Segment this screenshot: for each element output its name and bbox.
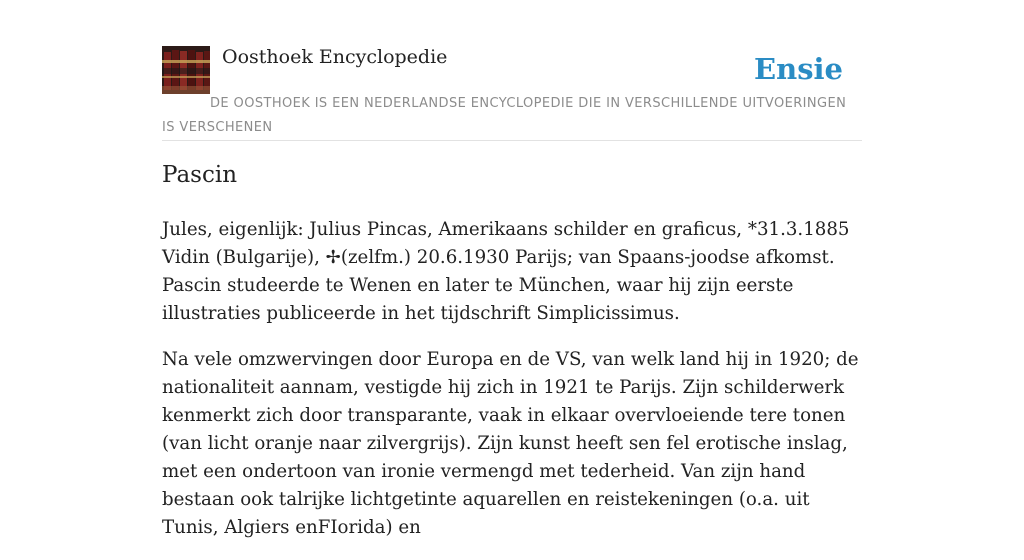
site-header (162, 46, 862, 141)
article-paragraph: Jules, eigenlijk: Julius Pincas, Amerikaans schilder en graficus, *31.3.1885 Vidin (Bulgarije), ✢(zelfm.) 20.6.1930 Parijs; van Spaans-joodse afkomst. Pascin studeerde te Wenen en later te München, waar hij zijn eerste illustraties publiceerde in het tijdschrift Simplicissimus. (162, 219, 850, 324)
article-title: Pascin (162, 162, 238, 188)
site-tagline: DE OOSTHOEK IS EEN NEDERLANDSE ENCYCLOPEDIE DIE IN VERSCHILLENDE UITVOERINGEN IS VERSCHENEN (162, 96, 847, 135)
article-paragraph: Na vele omzwervingen door Europa en de VS, van welk land hij in 1920; de nationaliteit aannam, vestigde hij zich in 1921 te Parijs. Zijn schilderwerk kenmerkt zich door transparante, vaak in elkaar overvloeiende tere tonen (van licht oranje naar zilvergrijs). Zijn kunst heeft sen fel erotische inslag, met een ondertoon van ironie vermengd met tederheid. Van zijn hand bestaan ook talrijke lichtgetinte aquarellen en reistekeningen (o.a. uit Tunis, Algiers enFIorida) en (162, 349, 859, 538)
encyclopedia-books-icon (162, 46, 210, 94)
brand-logo-link[interactable]: Ensie (754, 52, 843, 86)
article-body (162, 216, 867, 560)
site-title[interactable]: Oosthoek Encyclopedie (222, 46, 448, 68)
site-avatar[interactable] (162, 46, 210, 94)
